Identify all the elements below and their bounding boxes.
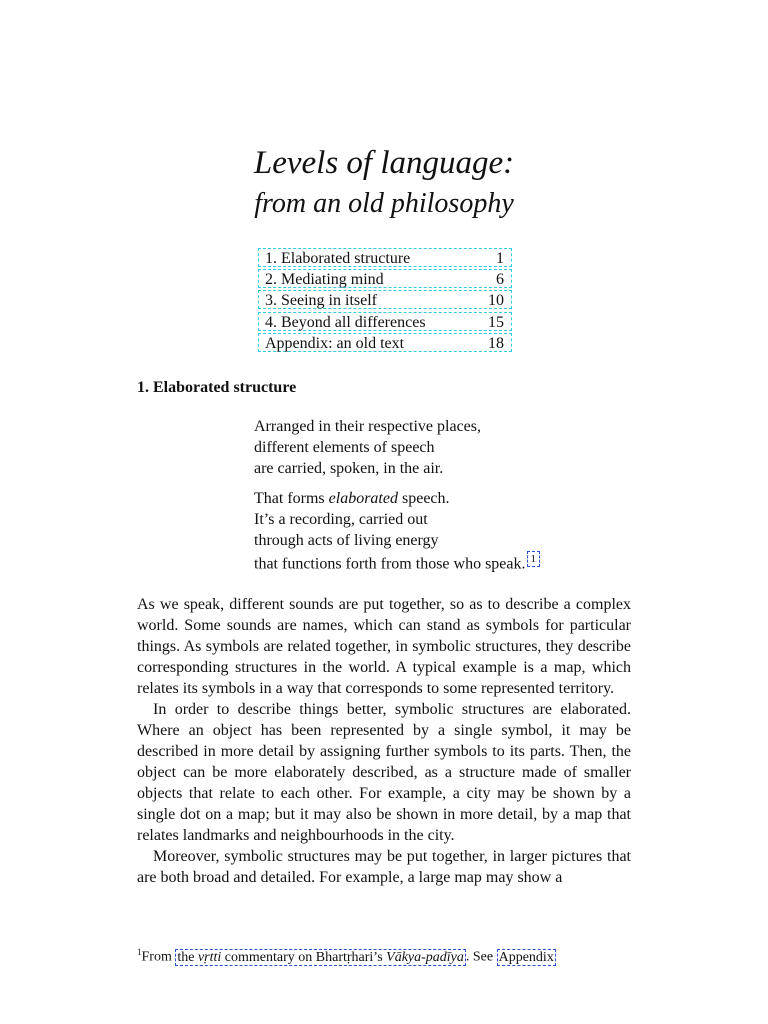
document-subtitle: from an old philosophy <box>254 188 514 219</box>
link-text: the <box>177 949 198 965</box>
document-title: Levels of language: <box>253 145 515 181</box>
toc-page: 1 <box>496 250 504 267</box>
paragraph: In order to describe things better, symbolic structures are elaborated. Where an object has been represented by a single symbol, it may be described in more detail by assigning further symbols to its parts. Then, the object can be more elaborately described, as a structure made of smaller objects that relate to each other. For example, a city may be shown by a single dot on a map; but it may also be shown in more detail, by a map that relates landmarks and neighbourhoods in the city. <box>137 701 631 844</box>
link-emphasis: Vākya-padīya <box>386 949 464 965</box>
paragraph: As we speak, different sounds are put together, so as to describe a complex world. Some sounds are names, which can stand as symbols for particular things. As symbols are related together, in symbolic structures, they describe corresponding structures in the world. A typical example is a map, which relates its symbols in a way that corresponds to some represented territory. <box>137 596 631 697</box>
verse-line <box>254 551 540 574</box>
footnote-text: . See <box>465 949 497 965</box>
verse-line: Arranged in their respective places, <box>254 418 482 435</box>
toc-label: 4. Beyond all differences <box>265 313 426 331</box>
footnote <box>137 942 556 968</box>
verse-line: are carried, spoken, in the air. <box>254 460 444 477</box>
link-text: commentary on Bhartṛhari’s <box>221 949 387 965</box>
link-emphasis: vṛtti <box>197 949 222 965</box>
toc-label: 2. Mediating mind <box>265 271 384 289</box>
verse-line: different elements of speech <box>254 439 435 456</box>
toc-label: 3. Seeing in itself <box>265 292 377 310</box>
toc-link-seeing-in-itself[interactable] <box>258 290 512 309</box>
toc-page: 10 <box>488 292 504 310</box>
verse-text: That forms <box>254 490 329 507</box>
toc-label: 1. Elaborated structure <box>265 250 411 267</box>
toc-link-appendix[interactable] <box>258 333 512 352</box>
toc-link-beyond-all-differences[interactable] <box>258 312 512 331</box>
section-heading: 1. Elaborated structure <box>137 379 297 396</box>
verse-emphasis: elaborated <box>328 490 398 507</box>
verse-stanza-2 <box>254 488 540 574</box>
footnote-mark: 1 <box>137 947 142 957</box>
toc-link-mediating-mind[interactable] <box>258 269 512 288</box>
toc-page: 6 <box>496 271 504 289</box>
footnote-reference-link[interactable]: 1 <box>527 551 541 567</box>
toc-page: 18 <box>488 334 504 352</box>
body-text <box>137 594 631 888</box>
verse-line: It’s a recording, carried out <box>254 511 428 528</box>
verse-line <box>254 488 540 509</box>
footnote-text: From <box>141 949 176 965</box>
verse-text: speech. <box>397 490 450 507</box>
toc-page: 15 <box>488 313 504 331</box>
appendix-link[interactable]: Appendix <box>498 949 554 965</box>
paragraph: Moreover, symbolic structures may be put together, in larger pictures that are both broad and detailed. For example, a large map may show a <box>137 848 631 886</box>
verse-stanza-1 <box>254 416 481 479</box>
source-citation-link[interactable] <box>175 949 466 966</box>
verse-text: that functions forth from those who speak. <box>254 555 526 573</box>
toc-link-elaborated-structure[interactable] <box>258 248 512 267</box>
toc-label: Appendix: an old text <box>265 334 405 352</box>
verse-line: through acts of living energy <box>254 532 439 549</box>
table-of-contents <box>258 248 512 354</box>
